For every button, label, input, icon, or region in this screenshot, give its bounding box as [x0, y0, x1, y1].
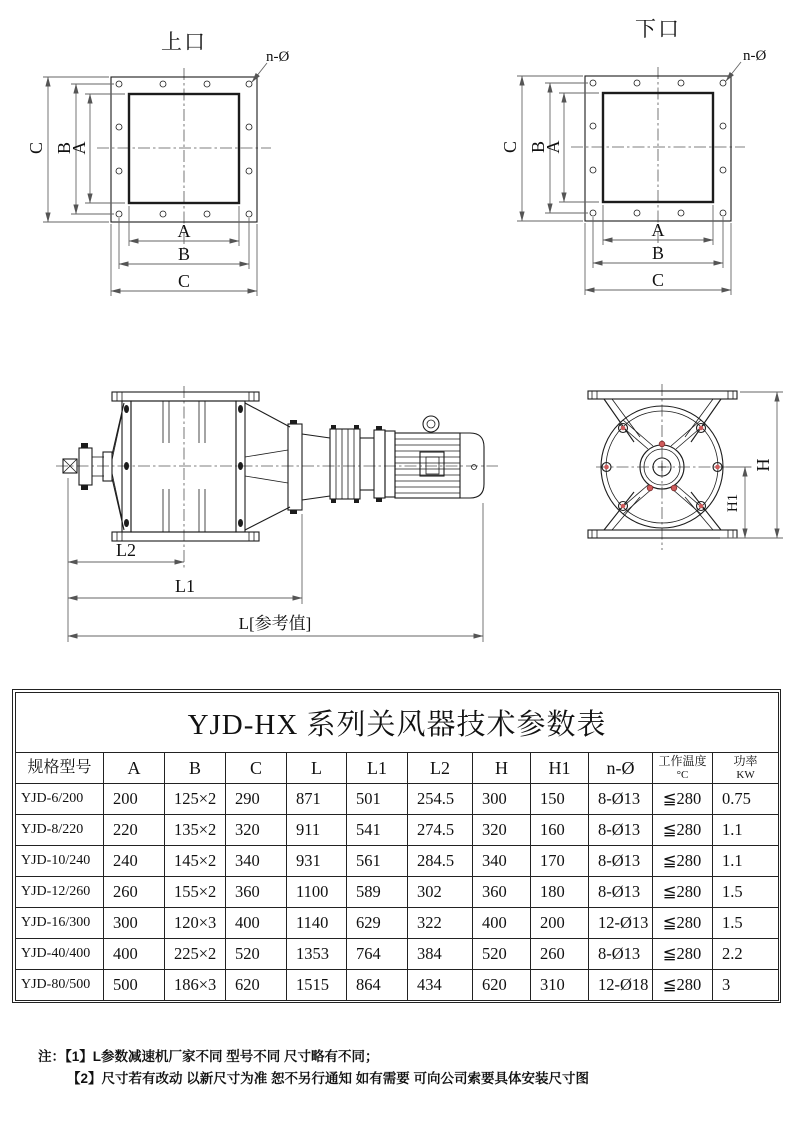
- table-row: YJD-12/260 260 155×2 360 1100 589 302 360 180 8-Ø13 ≦280 1.5: [16, 877, 779, 908]
- dim-label-a-bottom: A: [177, 221, 191, 241]
- dim-label-b-bottom: B: [651, 243, 665, 263]
- col-header-l1: L1: [347, 753, 408, 784]
- table-title: YJD-HX 系列关风器技术参数表: [16, 693, 779, 753]
- dim-label-c-left: C: [26, 141, 46, 155]
- col-header-l2: L2: [408, 753, 473, 784]
- dim-label-a-left: A: [69, 141, 89, 155]
- dim-label-l2: L2: [116, 540, 136, 560]
- table-row: YJD-40/400 400 225×2 520 1353 764 384 520 260 8-Ø13 ≦280 2.2: [16, 939, 779, 970]
- dim-label-b-bottom: B: [177, 244, 191, 264]
- footnote-line-2: 【2】尺寸若有改动 以新尺寸为准 恕不另行通知 如有需要 可向公司索要具体安装尺寸图: [67, 1071, 590, 1086]
- dim-label-c-bottom: C: [651, 270, 665, 290]
- col-header-b: B: [165, 753, 226, 784]
- dim-label-c-bottom: C: [177, 271, 191, 291]
- col-header-l: L: [287, 753, 347, 784]
- col-header-c: C: [226, 753, 287, 784]
- table-row: YJD-16/300 300 120×3 400 1140 629 322 400 200 12-Ø13 ≦280 1.5: [16, 908, 779, 939]
- dim-label-l1: L1: [175, 576, 195, 596]
- model-cell: YJD-80/500: [16, 970, 104, 1001]
- table-header-row: [16, 753, 779, 784]
- col-header-power: 功率 KW: [713, 753, 779, 784]
- bottom-port-hole-count-label: n-Ø: [743, 48, 767, 64]
- dim-label-c-left: C: [500, 140, 520, 154]
- parameters-table: [15, 692, 779, 1001]
- dim-label-a-bottom: A: [651, 220, 665, 240]
- model-cell: YJD-12/260: [16, 877, 104, 908]
- model-cell: YJD-8/220: [16, 815, 104, 846]
- assembly-views-drawing: [0, 335, 800, 655]
- model-cell: YJD-10/240: [16, 846, 104, 877]
- table-row: YJD-10/240 240 145×2 340 931 561 284.5 340 170 8-Ø13 ≦280 1.1: [16, 846, 779, 877]
- dim-label-h: H: [753, 458, 773, 472]
- col-header-h1: H1: [531, 753, 589, 784]
- model-cell: YJD-16/300: [16, 908, 104, 939]
- dim-label-a-left: A: [543, 140, 563, 154]
- parameters-table-frame: [12, 689, 781, 1003]
- table-row: YJD-6/200 200 125×2 290 871 501 254.5 300 150 8-Ø13 ≦280 0.75: [16, 784, 779, 815]
- flange-views-drawing: [0, 0, 800, 335]
- model-cell: YJD-6/200: [16, 784, 104, 815]
- top-port-title: 上口: [161, 30, 207, 54]
- col-header-h: H: [473, 753, 531, 784]
- table-row: YJD-8/220 220 135×2 320 911 541 274.5 320 160 8-Ø13 ≦280 1.1: [16, 815, 779, 846]
- table-row: YJD-80/500 500 186×3 620 1515 864 434 620 310 12-Ø18 ≦280 3: [16, 970, 779, 1001]
- footnotes: [38, 1046, 589, 1090]
- lifting-eye: [423, 416, 439, 432]
- end-view-dimensions: [720, 392, 783, 538]
- notes-prefix: 注：: [38, 1049, 65, 1064]
- dim-label-b-left: B: [54, 141, 74, 155]
- footnote-line-1: 注：【1】L参数减速机厂家不同 型号不同 尺寸略有不同；: [38, 1049, 379, 1064]
- dim-label-b-left: B: [528, 140, 548, 154]
- end-view: [588, 384, 783, 550]
- top-port-hole-count-label: n-Ø: [266, 49, 290, 65]
- flange-view-top-port: [26, 30, 289, 296]
- col-header-n-holes: n-Ø: [589, 753, 653, 784]
- flange-view-bottom-port: [500, 17, 766, 295]
- dim-label-l-reference: L[参考值]: [238, 614, 312, 633]
- col-header-working-temp: 工作温度 °C: [653, 753, 713, 784]
- col-header-a: A: [104, 753, 165, 784]
- col-header-model: 规格型号: [16, 753, 104, 784]
- model-cell: YJD-40/400: [16, 939, 104, 970]
- dim-label-h1: H1: [725, 493, 741, 513]
- side-view: [56, 386, 498, 642]
- bottom-port-title: 下口: [635, 17, 681, 41]
